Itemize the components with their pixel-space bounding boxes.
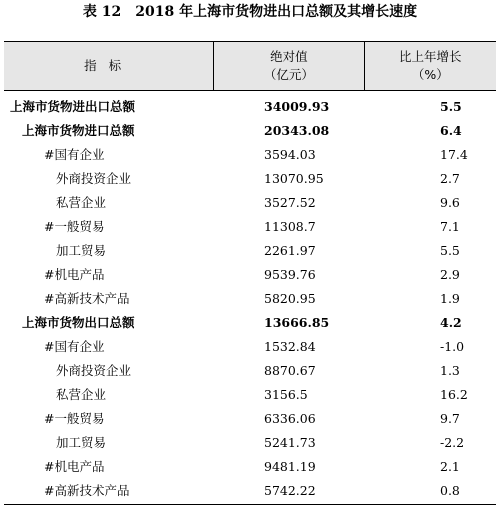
row-growth: 4.2: [440, 314, 462, 330]
table-row: [4, 454, 496, 478]
header-absolute-label: 绝对值: [270, 49, 308, 64]
row-growth: 17.4: [440, 146, 468, 162]
row-name: #一般贸易: [44, 219, 105, 234]
row-growth: 9.7: [440, 410, 460, 426]
header-growth-label: 比上年增长: [399, 49, 462, 64]
row-name: 私营企业: [56, 387, 107, 402]
row-name: #机电产品: [44, 459, 105, 474]
row-growth: 2.7: [440, 170, 460, 186]
row-growth: 7.1: [440, 218, 460, 234]
row-growth: 2.1: [440, 458, 460, 474]
row-absolute-value: 2261.97: [264, 242, 316, 258]
row-absolute-value: 13666.85: [264, 314, 330, 330]
table-header: [4, 42, 496, 91]
row-absolute-value: 9481.19: [264, 458, 316, 474]
row-name: #国有企业: [44, 339, 105, 354]
header-growth: [365, 42, 496, 90]
row-absolute-value: 6336.06: [264, 410, 316, 426]
row-name: 上海市货物进出口总额: [10, 99, 136, 114]
row-name: #国有企业: [44, 147, 105, 162]
table-body: [4, 91, 496, 504]
row-absolute-value: 3156.5: [264, 386, 308, 402]
table-row: [4, 430, 496, 454]
row-absolute-value: 3594.03: [264, 146, 316, 162]
row-absolute-value: 1532.84: [264, 338, 316, 354]
row-name: #高新技术产品: [44, 483, 130, 498]
row-growth: 9.6: [440, 194, 460, 210]
row-absolute-value: 9539.76: [264, 266, 316, 282]
row-absolute-value: 5820.95: [264, 290, 316, 306]
table-title: 表 12 2018 年上海市货物进出口总额及其增长速度: [82, 4, 418, 20]
row-growth: 5.5: [440, 242, 460, 258]
table-row: [4, 382, 496, 406]
row-name: 私营企业: [56, 195, 107, 210]
table-row: [4, 238, 496, 262]
row-absolute-value: 3527.52: [264, 194, 316, 210]
row-growth: 1.3: [440, 362, 460, 378]
row-growth: -1.0: [440, 338, 465, 354]
table-row: [4, 358, 496, 382]
header-absolute-value: [214, 42, 364, 90]
table-row: [4, 190, 496, 214]
table-row: [4, 310, 496, 334]
row-absolute-value: 5241.73: [264, 434, 316, 450]
row-name: #高新技术产品: [44, 291, 130, 306]
table-row: [4, 94, 496, 118]
row-absolute-value: 34009.93: [264, 98, 330, 114]
row-name: 加工贸易: [56, 435, 107, 450]
table-row: [4, 214, 496, 238]
table-row: [4, 166, 496, 190]
row-growth: -2.2: [440, 434, 465, 450]
row-growth: 1.9: [440, 290, 460, 306]
row-name: 上海市货物出口总额: [22, 315, 135, 330]
row-name: #机电产品: [44, 267, 105, 282]
row-growth: 2.9: [440, 266, 460, 282]
table-row: [4, 142, 496, 166]
table-row: [4, 478, 496, 502]
row-growth: 0.8: [440, 482, 460, 498]
row-growth: 16.2: [440, 386, 468, 402]
row-growth: 6.4: [440, 122, 462, 138]
header-indicator: 指标: [4, 42, 214, 90]
table-row: [4, 334, 496, 358]
header-growth-unit: （%）: [411, 67, 449, 82]
header-absolute-unit: （亿元）: [263, 67, 314, 82]
row-name: 加工贸易: [56, 243, 107, 258]
trade-table: [4, 41, 496, 505]
row-absolute-value: 5742.22: [264, 482, 316, 498]
row-name: 外商投资企业: [56, 171, 132, 186]
row-absolute-value: 8870.67: [264, 362, 316, 378]
row-absolute-value: 20343.08: [264, 122, 330, 138]
row-absolute-value: 11308.7: [264, 218, 316, 234]
row-name: 上海市货物进口总额: [22, 123, 135, 138]
row-name: #一般贸易: [44, 411, 105, 426]
table-row: [4, 118, 496, 142]
row-absolute-value: 13070.95: [264, 170, 324, 186]
table-row: [4, 262, 496, 286]
table-row: [4, 286, 496, 310]
row-growth: 5.5: [440, 98, 462, 114]
row-name: 外商投资企业: [56, 363, 132, 378]
table-row: [4, 406, 496, 430]
